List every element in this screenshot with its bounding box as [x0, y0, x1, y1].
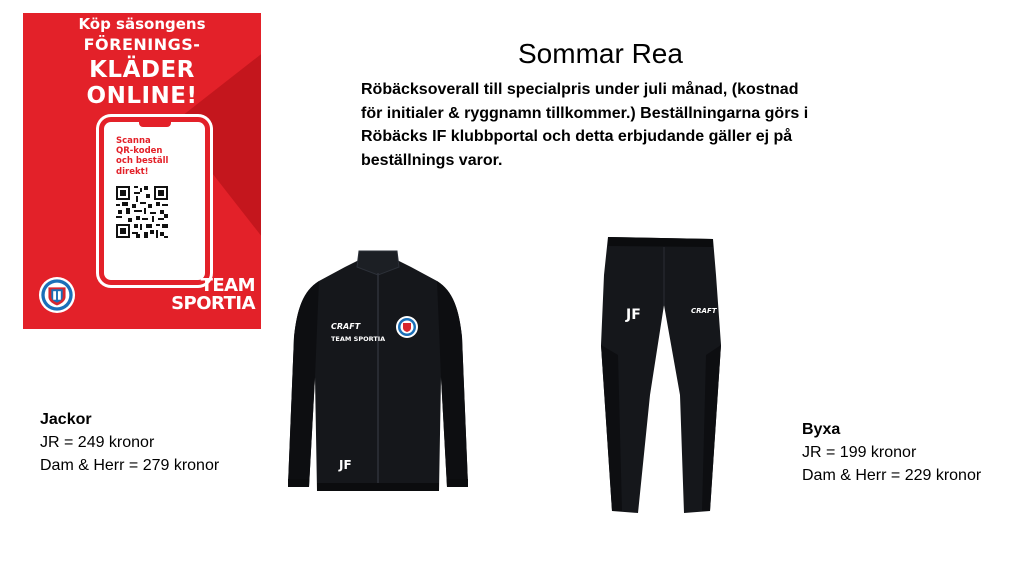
byxa-price-block — [802, 418, 981, 487]
pants-image — [598, 235, 723, 517]
offer-description — [361, 78, 901, 172]
poster-line-3: KLÄDER — [89, 57, 195, 83]
pants-brand-print: CRAFT — [691, 307, 717, 315]
byxa-adult-price: Dam & Herr = 229 kronor — [802, 467, 982, 484]
jackor-jr-price: JR = 249 kronor — [40, 434, 155, 451]
poster-line-4: ONLINE! — [86, 83, 198, 109]
club-logo-icon — [38, 276, 76, 314]
phone-text-line: och beställ — [116, 156, 169, 167]
jackor-price-block — [40, 408, 219, 477]
qr-code-icon[interactable] — [116, 186, 168, 238]
jacket-initials-print: JF — [339, 458, 352, 472]
pants-initials-print: JF — [626, 307, 641, 323]
jackor-heading: Jackor — [40, 411, 92, 428]
brand-line-1: TEAM — [200, 275, 255, 296]
promo-poster — [23, 13, 261, 329]
description-line: Röbäcks IF klubbportal och detta erbjudande gäller ej på — [361, 128, 793, 145]
phone-notch — [139, 121, 171, 127]
phone-text-line: Scanna — [116, 136, 151, 146]
jackor-adult-price: Dam & Herr = 279 kronor — [40, 457, 220, 474]
jacket-brand-print: CRAFT — [331, 322, 361, 331]
jacket-image — [287, 247, 469, 495]
jacket-team-print: TEAM SPORTIA — [331, 335, 386, 343]
description-line: för initialer & ryggnamn tillkommer.) Beställningarna görs i — [361, 104, 809, 122]
phone-scan-text — [116, 136, 196, 177]
poster-line-2: FÖRENINGS- — [83, 35, 201, 54]
description-line: Röbäcksoverall till specialpris under juli månad, (kostnad — [361, 81, 799, 98]
phone-text-line: QR-koden — [116, 146, 163, 157]
poster-line-1: Köp säsongens — [78, 15, 206, 33]
brand-line-2: SPORTIA — [171, 292, 255, 314]
phone-text-line: direkt! — [116, 166, 149, 177]
description-line: beställnings varor. — [361, 151, 503, 169]
byxa-jr-price: JR = 199 kronor — [802, 444, 917, 461]
team-sportia-logo — [163, 277, 255, 312]
phone-illustration — [99, 117, 210, 285]
page-title: Sommar Rea — [518, 38, 683, 69]
byxa-heading: Byxa — [802, 421, 841, 438]
